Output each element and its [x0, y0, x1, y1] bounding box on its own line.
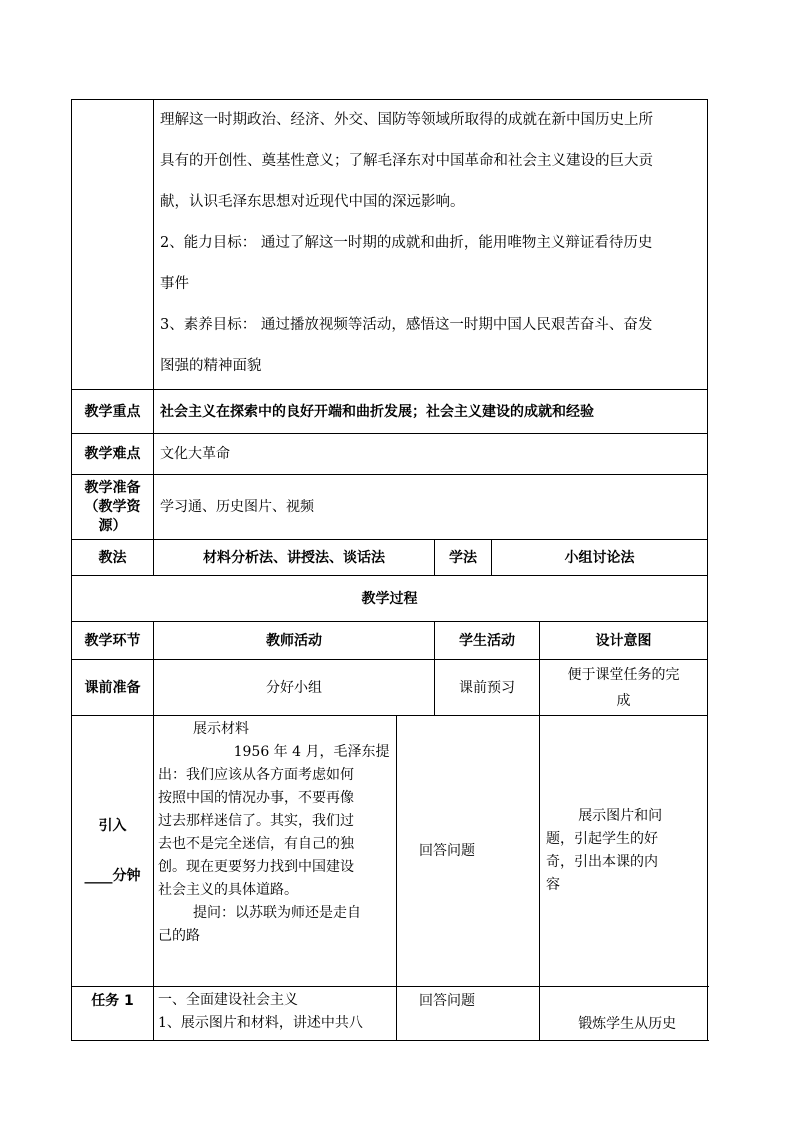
column-header-teacher: 教师活动	[154, 622, 435, 660]
objectives-line: 图强的精神面貌	[160, 358, 262, 374]
pre-class-row	[72, 660, 708, 716]
pre-class-stage: 课前准备	[72, 660, 154, 716]
objectives-line: 理解这一时期政治、经济、外交、国防等领域所取得的成就在新中国历史上所	[160, 112, 653, 128]
column-header-stage: 教学环节	[72, 622, 154, 660]
process-title: 教学过程	[72, 576, 708, 622]
objectives-line: 2、能力目标： 通过了解这一时期的成就和曲折，能用唯物主义辩证看待历史	[160, 235, 653, 251]
key-points-row	[72, 390, 708, 434]
preparation-label-line: 教学准备	[84, 479, 141, 496]
intro-teacher-line: 提问：以苏联为师还是走自	[193, 905, 361, 921]
difficulty-row	[72, 434, 708, 475]
intro-row	[72, 716, 708, 987]
objectives-line: 具有的开创性、奠基性意义；了解毛泽东对中国革命和社会主义建设的巨大贡	[160, 153, 653, 169]
intro-design	[540, 716, 708, 987]
pre-class-teacher: 分好小组	[154, 660, 435, 716]
pre-class-design	[540, 660, 708, 716]
intro-teacher-line: 展示材料	[193, 721, 249, 737]
process-title-row	[72, 576, 708, 622]
intro-teacher-line: 社会主义的具体道路。	[158, 882, 298, 898]
task1-row	[72, 987, 708, 1041]
pre-class-design-line: 成	[616, 692, 631, 709]
task1-teacher-line: 1、展示图片和材料，讲述中共八	[158, 1015, 363, 1031]
intro-teacher-line: 按照中国的情况办事，不要再像	[158, 790, 354, 806]
key-points-value: 社会主义在探索中的良好开端和曲折发展；社会主义建设的成就和经验	[154, 390, 708, 434]
objectives-line: 事件	[160, 276, 189, 292]
teach-method-label: 教法	[72, 540, 154, 576]
intro-teacher-line: 过去那样迷信了。其实，我们过	[158, 813, 354, 829]
intro-teacher-line: 出：我们应该从各方面考虑如何	[158, 767, 354, 783]
intro-design-line: 容	[546, 877, 560, 893]
task1-design-line: 锻炼学生从历史	[578, 1016, 677, 1032]
objectives-line: 献，认识毛泽东思想对近现代中国的深远影响。	[160, 194, 465, 210]
intro-teacher-line: 去也不是完全迷信，有自己的独	[158, 836, 354, 852]
task1-teacher-line: 一、全面建设社会主义	[158, 992, 298, 1008]
teach-method-value: 材料分析法、讲授法、谈话法	[154, 540, 435, 576]
column-header-design: 设计意图	[540, 622, 708, 660]
lesson-plan-table	[71, 99, 708, 1041]
task1-student: 回答问题	[397, 987, 540, 1041]
intro-teacher-line: 创。现在更要努力找到中国建设	[158, 859, 354, 875]
column-header-student: 学生活动	[435, 622, 540, 660]
objectives-line: 3、素养目标： 通过播放视频等活动，感悟这一时期中国人民艰苦奋斗、奋发	[160, 317, 653, 333]
intro-teacher	[154, 716, 397, 987]
objectives-cell	[154, 100, 708, 390]
preparation-value: 学习通、历史图片、视频	[154, 475, 708, 540]
pre-class-student: 课前预习	[435, 660, 540, 716]
intro-design-line: 奇，引出本课的内	[546, 854, 658, 870]
task1-stage: 任务 1	[72, 987, 154, 1041]
difficulty-value: 文化大革命	[154, 434, 708, 475]
preparation-label-line: （教学资	[84, 498, 141, 515]
task1-design	[540, 987, 708, 1041]
objectives-row	[72, 100, 708, 390]
intro-teacher-line: 1956 年 4 月，毛泽东提	[233, 744, 390, 760]
key-points-label: 教学重点	[72, 390, 154, 434]
objectives-label-cell	[72, 100, 154, 390]
intro-stage	[72, 716, 154, 987]
preparation-label	[72, 475, 154, 540]
pre-class-design-line: 便于课堂任务的完	[567, 666, 680, 683]
intro-design-line: 题，引起学生的好	[546, 831, 658, 847]
difficulty-label: 教学难点	[72, 434, 154, 475]
methods-row	[72, 540, 708, 576]
preparation-label-line: 源）	[98, 517, 127, 534]
preparation-row	[72, 475, 708, 540]
process-header-row	[72, 622, 708, 660]
learn-method-label: 学法	[435, 540, 492, 576]
learn-method-value: 小组讨论法	[492, 540, 708, 576]
intro-teacher-line: 己的路	[158, 928, 200, 944]
task1-teacher	[154, 987, 397, 1041]
intro-student: 回答问题	[397, 716, 540, 987]
intro-duration: ____分钟	[84, 868, 141, 884]
intro-stage-label: 引入	[98, 818, 127, 834]
intro-design-line: 展示图片和问	[578, 808, 663, 824]
